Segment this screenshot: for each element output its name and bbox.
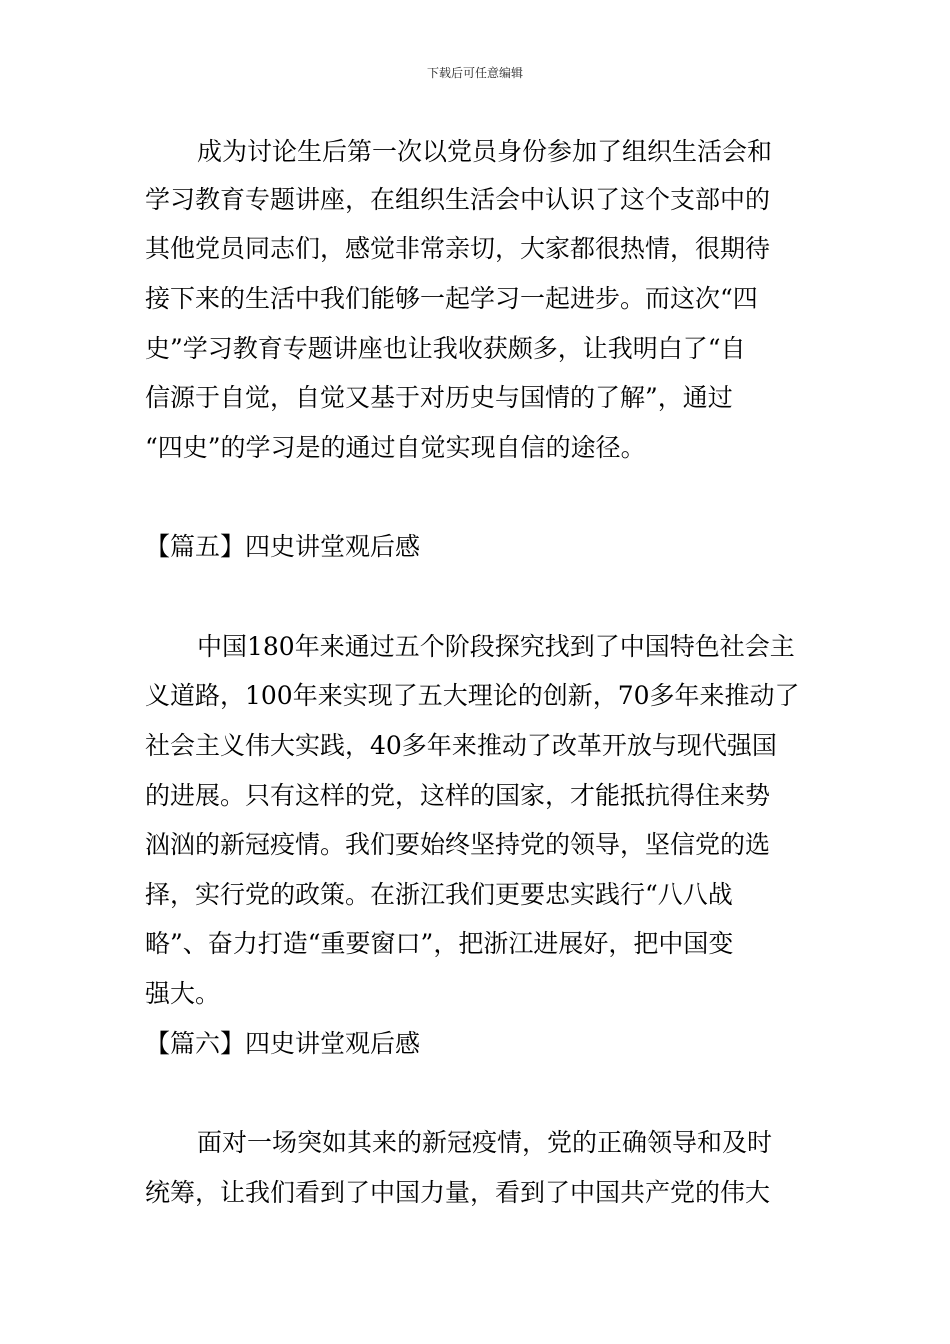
paragraph-line: 统筹，让我们看到了中国力量，看到了中国共产党的伟大 bbox=[145, 1178, 771, 1207]
paragraph-line: 汹汹的新冠疫情。我们要始终坚持党的领导，坚信党的选 bbox=[145, 830, 771, 859]
paragraph-line: 强大。 bbox=[145, 979, 221, 1008]
section-5-heading: 【篇五】四史讲堂观后感 bbox=[145, 532, 421, 561]
paragraph-line: “四史”的学习是的通过自觉实现自信的途径。 bbox=[145, 433, 646, 462]
paragraph-line: 略”、奋力打造“重要窗口”，把浙江进展好，把中国变 bbox=[145, 929, 734, 958]
section-6-heading: 【篇六】四史讲堂观后感 bbox=[145, 1029, 421, 1058]
paragraph-line: 中国180年来通过五个阶段探究找到了中国特色社会主 bbox=[197, 632, 795, 661]
paragraph-line: 成为讨论生后第一次以党员身份参加了组织生活会和 bbox=[197, 137, 773, 166]
paragraph-line: 义道路，100年来实现了五大理论的创新，70多年来推动了 bbox=[145, 681, 800, 710]
page-header-note: 下载后可任意编辑 bbox=[426, 66, 523, 80]
paragraph-line: 的进展。只有这样的党，这样的国家，才能抵抗得住来势 bbox=[145, 781, 771, 810]
paragraph-line: 面对一场突如其来的新冠疫情，党的正确领导和及时 bbox=[197, 1128, 773, 1157]
paragraph-line: 择，实行党的政策。在浙江我们更要忠实践行“八八战 bbox=[145, 880, 733, 909]
paragraph-line: 史”学习教育专题讲座也让我收获颇多，让我明白了“自 bbox=[145, 334, 746, 363]
paragraph-line: 学习教育专题讲座，在组织生活会中认识了这个支部中的 bbox=[145, 185, 771, 214]
paragraph-line: 社会主义伟大实践，40多年来推动了改革开放与现代强国 bbox=[145, 731, 777, 760]
paragraph-line: 其他党员同志们，感觉非常亲切，大家都很热情，很期待 bbox=[145, 234, 771, 263]
paragraph-line: 接下来的生活中我们能够一起学习一起进步。而这次“四 bbox=[145, 284, 758, 313]
paragraph-line: 信源于自觉，自觉又基于对历史与国情的了解”，通过 bbox=[145, 383, 733, 412]
